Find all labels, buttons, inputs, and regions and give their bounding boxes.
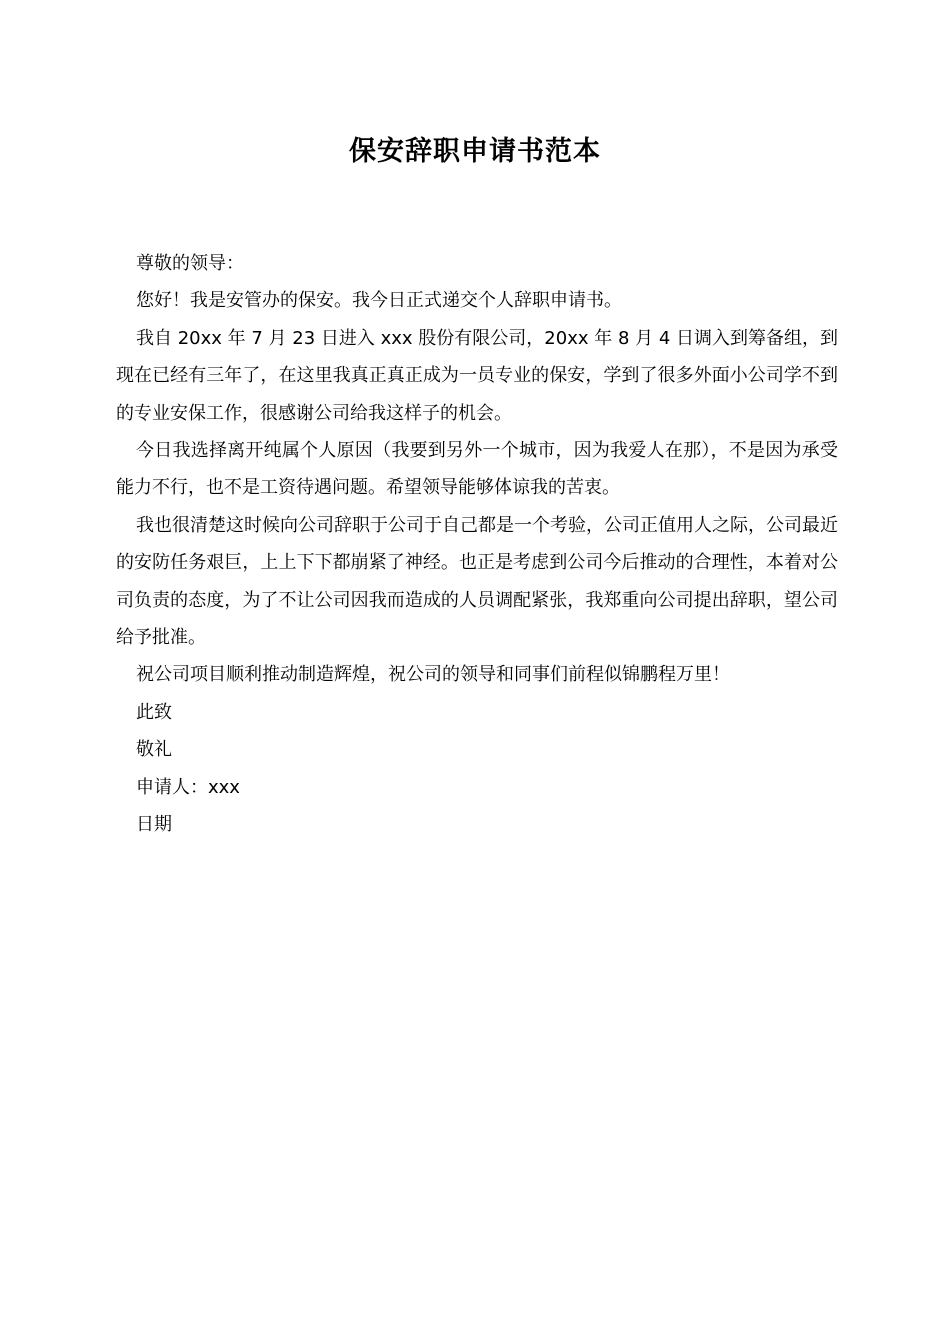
closing-line-2: 敬礼 (136, 739, 172, 761)
applicant-line: 申请人：xxx (136, 776, 240, 798)
document-body (116, 245, 838, 844)
paragraph-wishes: 祝公司项目顺利推动制造辉煌，祝公司的领导和同事们前程似锦鹏程万里！ (136, 664, 730, 686)
salutation: 尊敬的领导： (136, 253, 244, 274)
date-line: 日期 (136, 814, 172, 836)
paragraph-greeting: 您好！我是安管办的保安。我今日正式递交个人辞职申请书。 (136, 290, 622, 312)
paragraph-reason: 今日我选择离开纯属个人原因（我要到另外一个城市，因为我爱人在那），不是因为承受能力不行，也不是工资待遇问题。希望领导能够体谅我的苦衷。 (116, 440, 838, 499)
paragraph-history: 我自 20xx 年 7 月 23 日进入 xxx 股份有限公司，20xx 年 8 月 4 日调入到筹备组，到现在已经有三年了，在这里我真正真正成为一员专业的保安，学到了很多外面小公司学不到的专业安保工作，很感谢公司给我这样子的机会。 (116, 327, 839, 424)
paragraph-consideration: 我也很清楚这时候向公司辞职于公司于自己都是一个考验，公司正值用人之际，公司最近的安防任务艰巨，上上下下都崩紧了神经。也正是考虑到公司今后推动的合理性，本着对公司负责的态度，为了不让公司因我而造成的人员调配紧张，我郑重向公司提出辞职，望公司给予批准。 (116, 514, 838, 649)
closing-line-1: 此致 (136, 701, 172, 723)
document-title: 保安辞职申请书范本 (349, 136, 601, 167)
